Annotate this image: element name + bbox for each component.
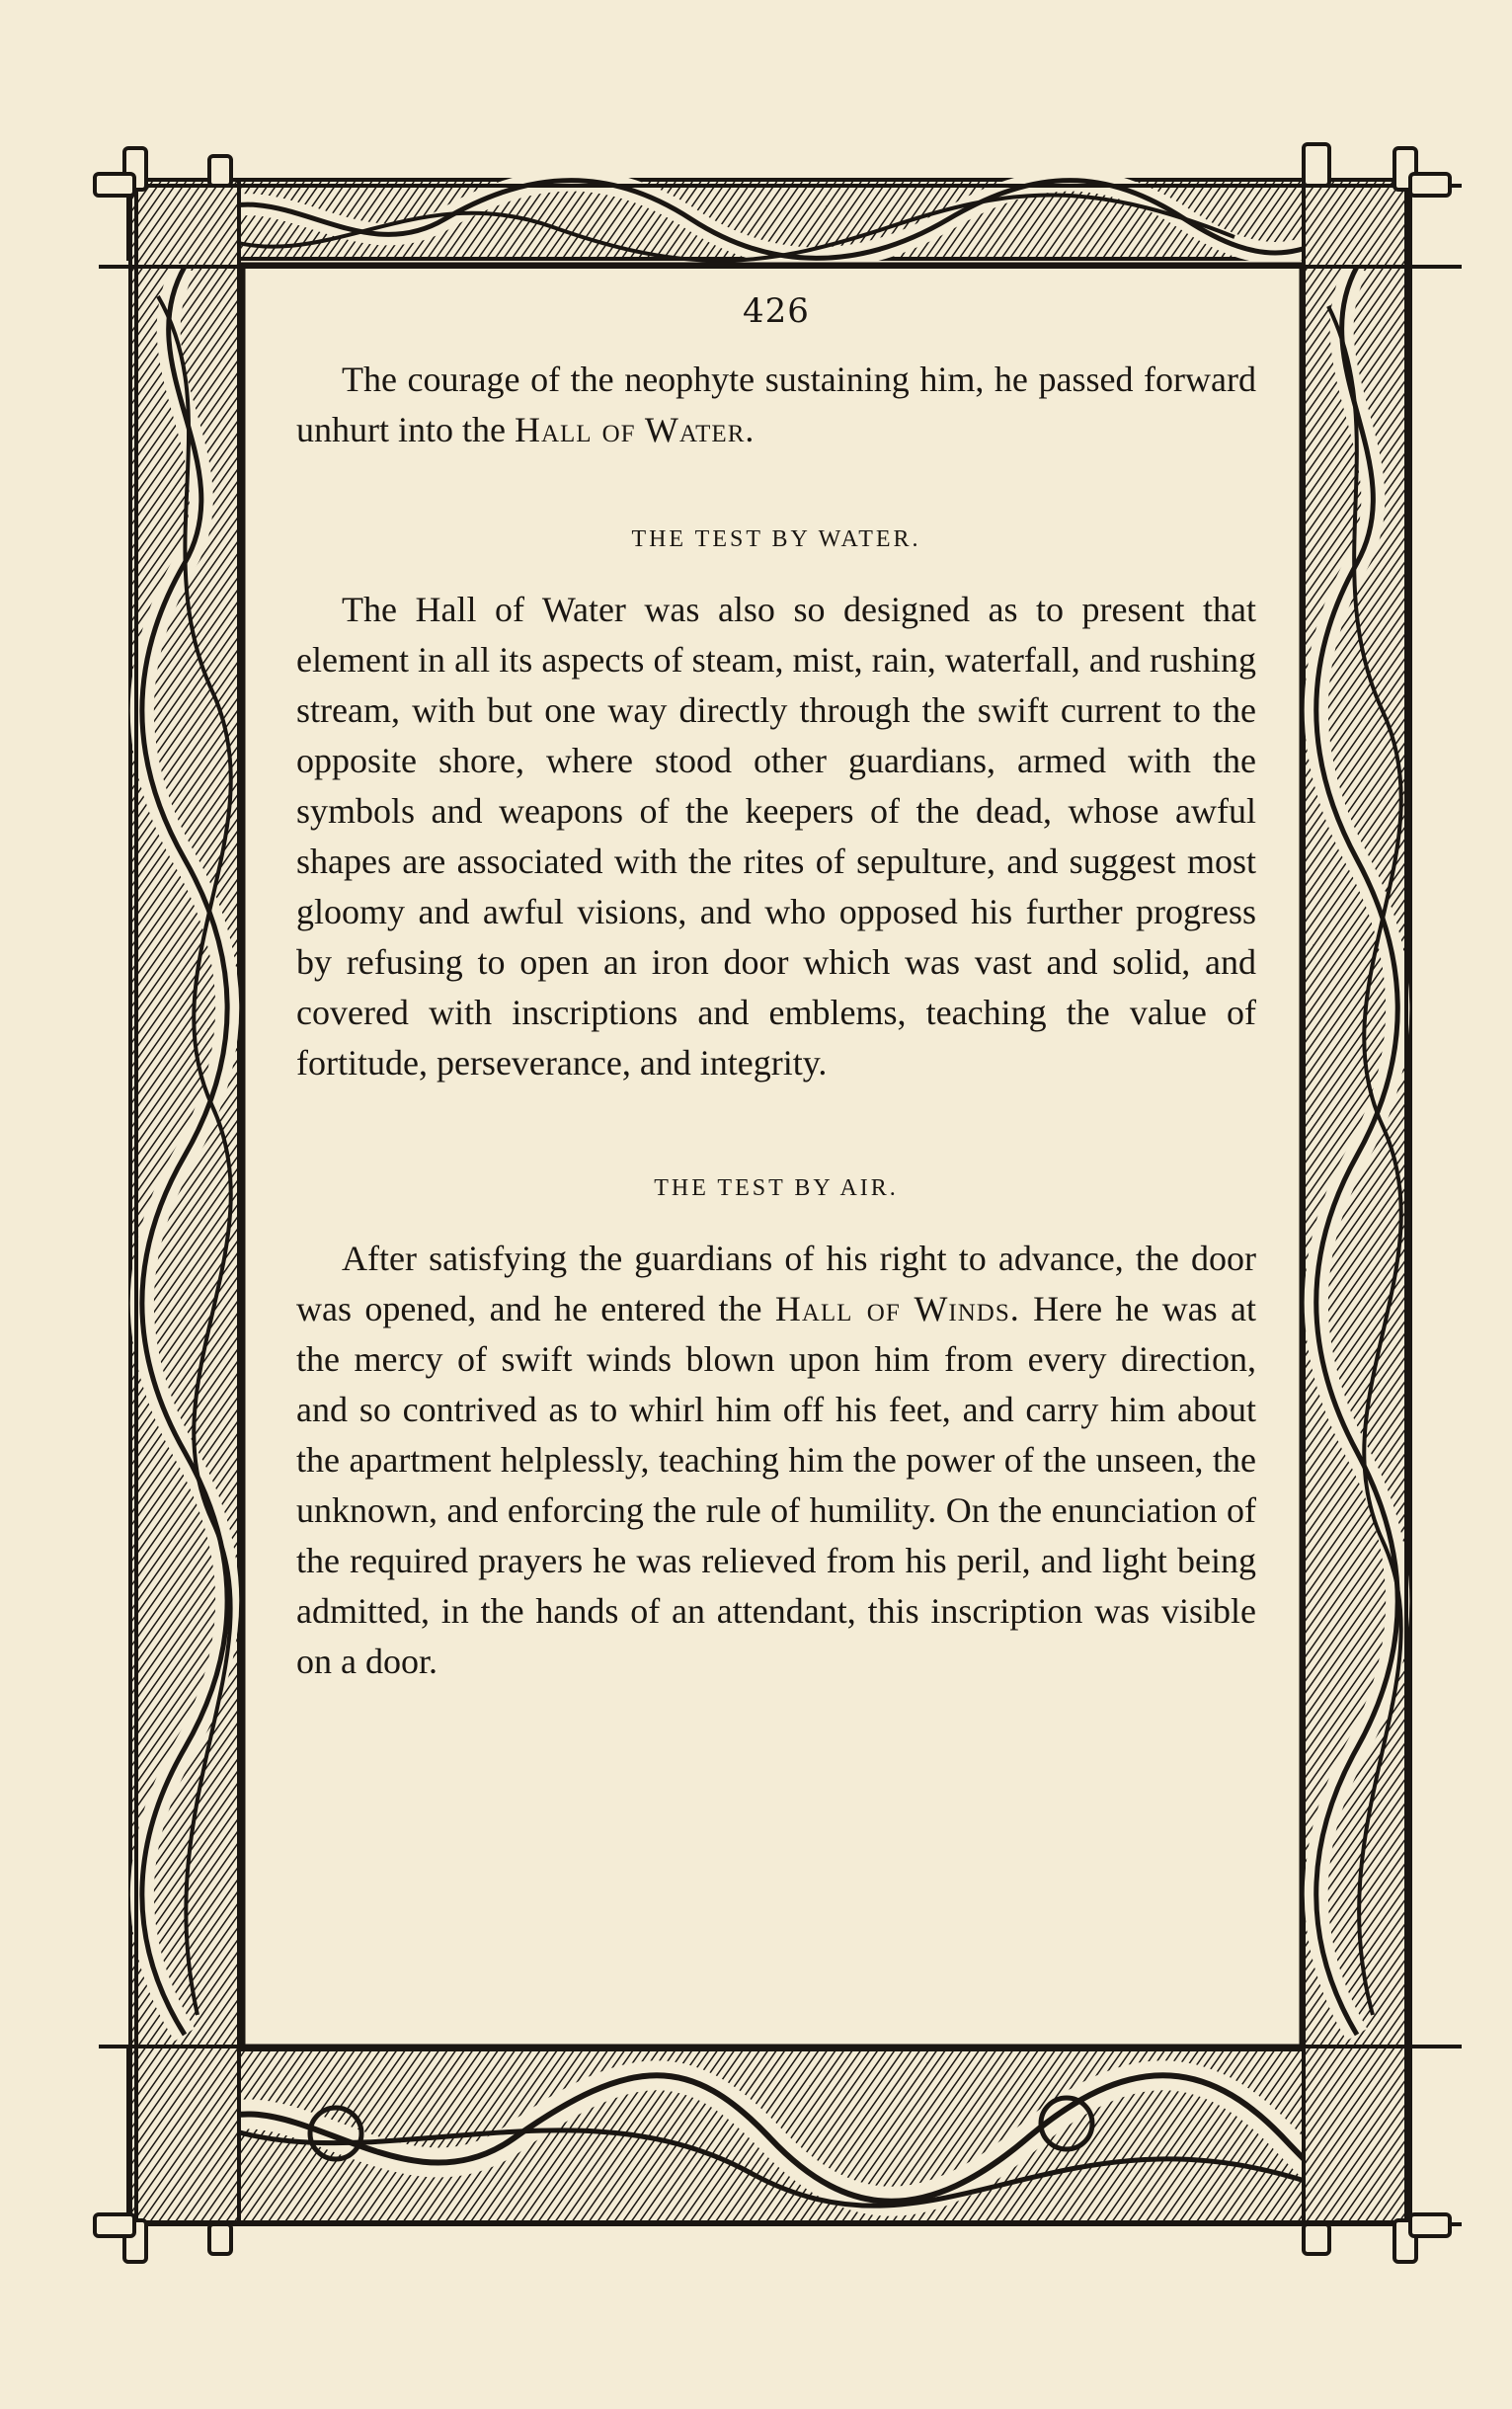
air-test-paragraph (296, 1234, 1256, 1687)
heading-test-by-air: THE TEST BY AIR. (654, 1175, 899, 1201)
water-test-paragraph: The Hall of Water was also so designed as to present that element in all its aspects of steam, mist, rain, waterfall, and rushing stream, with but one way directly through the swift current to the opposite shore, where stood other guardians, armed with the symbols and weapons of the keepers of the dead, whose awful shapes are associated with the rites of sepulture, and suggest most gloomy and awful visions, and who opposed his further progress by refusing to open an iron door which was vast and solid, and covered with inscriptions and emblems, teaching the value of fortitude, perseverance, and integrity. (296, 590, 1256, 1083)
hall-of-winds-name: Hall of Winds. (774, 1289, 1020, 1328)
air-text-start: After satisfying the guardians of his right to advance, the door was opened, and he entered the (296, 1239, 1256, 1328)
top-border-band (128, 180, 1378, 261)
intro-text: The courage of the neophyte sustaining him, he passed forward unhurt into the (296, 360, 1256, 449)
heading-test-by-water: THE TEST BY WATER. (631, 526, 921, 552)
bottom-border-band (128, 2049, 1378, 2222)
intro-paragraph (296, 355, 1256, 455)
left-border-band (130, 180, 239, 2222)
hall-of-water-name: Hall of Water. (514, 410, 756, 449)
right-border-band (1304, 180, 1410, 2222)
page-number: 426 (743, 291, 810, 331)
page-text-area (296, 281, 1256, 2020)
air-text-end: Here he was at the mercy of swift winds blown upon him from every direction, and so contrived as to whirl him off his feet, and carry him about the apartment helplessly, teaching him the power of the unseen, the unknown, and enforcing the rule of humility. On the enunciation of the required prayers he was relieved from his peril, and light being admitted, in the hands of an attendant, this inscription was visible on a door. (296, 1289, 1256, 1681)
